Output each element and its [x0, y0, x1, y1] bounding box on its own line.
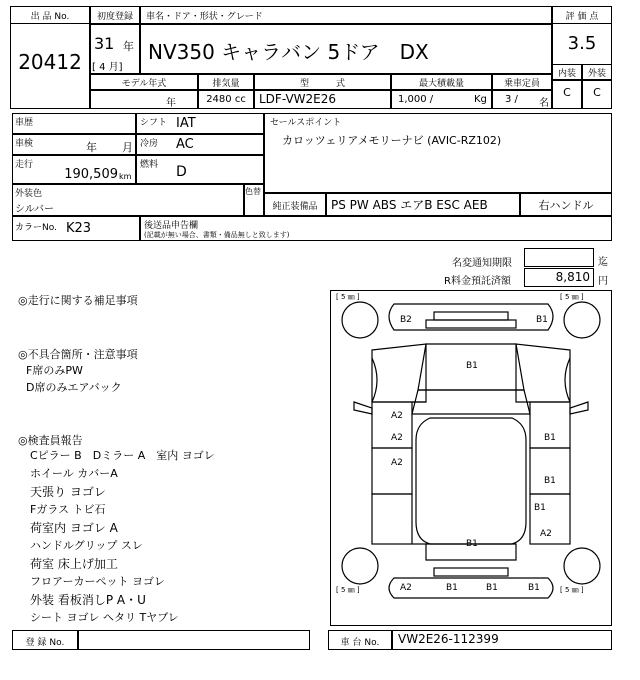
- damage-mark: B1: [466, 361, 478, 371]
- inspector-item: 荷室内 ヨゴレ A: [30, 521, 118, 535]
- left-side-mid: [372, 448, 412, 494]
- model-label: 型 式: [299, 79, 345, 89]
- ac-value: AC: [176, 137, 194, 152]
- front-grille: [434, 312, 508, 320]
- roof: [416, 418, 526, 544]
- inspection-year-unit: 年: [86, 141, 97, 154]
- capacity-unit: 名: [539, 98, 549, 109]
- inspector-item: Cピラー B Dミラー A 室内 ヨゴレ: [30, 449, 215, 462]
- front-bumper: [389, 304, 553, 330]
- eval-score: 3.5: [567, 33, 597, 54]
- body-front-left: [372, 344, 426, 402]
- mirror-right: [570, 402, 588, 414]
- tire-tread-br: [ 5 ㎜ ]: [560, 586, 584, 594]
- tire-rear-left: [342, 548, 378, 584]
- repaint-label: 色替: [245, 187, 261, 196]
- driving-notes-title: ◎走行に関する補足事項: [18, 294, 138, 307]
- tire-front-right: [564, 302, 600, 338]
- inspection-month-unit: 月: [122, 141, 133, 154]
- recycle-amount: 8,810: [555, 270, 590, 284]
- damage-mark: A2: [391, 411, 403, 421]
- steering-value: 右ハンドル: [538, 199, 594, 212]
- ext-color-label: 外装色: [15, 189, 43, 199]
- inspector-item: 天張り ヨゴレ: [30, 485, 106, 499]
- load-label: 最大積載量: [418, 79, 464, 89]
- displacement-label: 排気量: [212, 79, 240, 89]
- after-report-note: (記載が無い場合、書類・備品無しと致します): [144, 231, 290, 239]
- inspector-item: ホイール カバーA: [30, 467, 118, 480]
- equipment-value: PS PW ABS エアB ESC AEB: [331, 198, 488, 212]
- body-front-right: [516, 344, 570, 402]
- damage-mark: A2: [400, 583, 412, 593]
- name-label: 車名・ドア・形状・グレード: [146, 12, 263, 22]
- recycle-label: R料金預託済額: [444, 276, 511, 287]
- model-code: LDF-VW2E26: [259, 92, 337, 106]
- shift-label: シフト: [140, 118, 168, 128]
- right-side-mid: [530, 448, 570, 494]
- inspector-item: シート ヨゴレ ヘタリ Tヤブレ: [30, 611, 179, 624]
- left-side-rear: [372, 494, 412, 544]
- history-label: 車歴: [15, 118, 34, 128]
- damage-mark: B1: [446, 583, 458, 593]
- damage-mark: A2: [540, 529, 552, 539]
- damage-mark: B1: [534, 503, 546, 513]
- tire-tread-bl: [ 5 ㎜ ]: [336, 586, 360, 594]
- first-reg-label: 初度登録: [96, 12, 133, 22]
- displacement: 2480 cc: [206, 94, 246, 105]
- recycle-unit: 円: [598, 276, 608, 287]
- sales-point-text: カロッツェリアメモリーナビ (AVIC-RZ102): [282, 134, 502, 147]
- car-damage-diagram: [330, 290, 612, 626]
- eval-label: 評 価 点: [565, 12, 599, 22]
- reg-value-cell: [78, 630, 310, 650]
- color-no-value: K23: [66, 221, 92, 236]
- damage-mark: B1: [466, 539, 478, 549]
- capacity: 3 /: [505, 94, 518, 105]
- ext-color-value: シルバー: [15, 204, 55, 215]
- fuel-label: 燃料: [140, 160, 159, 170]
- damage-mark: B2: [400, 315, 412, 325]
- after-report-label: 後送品申告欄: [144, 221, 199, 231]
- interior-grade: C: [563, 86, 571, 99]
- tire-rear-right: [564, 548, 600, 584]
- mileage-label: 走行: [15, 160, 34, 170]
- first-reg-year-unit: 年: [123, 40, 134, 53]
- defect-item: D席のみエアバック: [26, 381, 122, 394]
- exterior-label: 外装: [587, 69, 606, 79]
- lot-number: 20412: [18, 50, 82, 74]
- damage-mark: B1: [536, 315, 548, 325]
- sales-point-label: セールスポイント: [270, 118, 342, 128]
- model-year-cell: [90, 90, 198, 109]
- shift-value: IAT: [176, 116, 196, 131]
- inspector-item: フロアーカーペット ヨゴレ: [30, 575, 165, 588]
- tire-front-left: [342, 302, 378, 338]
- tire-tread-tl: [ 5 ㎜ ]: [336, 293, 360, 301]
- equipment-label: 純正装備品: [272, 202, 318, 212]
- defects-title: ◎不具合箇所・注意事項: [18, 348, 138, 361]
- chassis-label: 車 台 No.: [340, 638, 380, 648]
- inspector-item: Fガラス トビ石: [30, 503, 106, 516]
- interior-label: 内装: [557, 69, 576, 79]
- inspector-title: ◎検査員報告: [18, 434, 83, 447]
- tire-tread-tr: [ 5 ㎜ ]: [560, 293, 584, 301]
- fender-right: [565, 358, 570, 402]
- name-change-unit: 迄: [598, 257, 608, 268]
- car-name: NV350 キャラバン 5ドア DX: [148, 40, 429, 64]
- front-panel: [426, 320, 516, 328]
- model-year-label: モデル年式: [121, 79, 167, 89]
- load-value: 1,000 /: [398, 94, 434, 105]
- load-unit: Kg: [474, 94, 487, 105]
- first-reg-year: 31: [94, 34, 115, 53]
- fuel-value: D: [176, 164, 187, 180]
- damage-mark: A2: [391, 433, 403, 443]
- inspection-label: 車検: [15, 139, 34, 149]
- capacity-label: 乗車定員: [503, 79, 540, 89]
- damage-mark: B1: [544, 433, 556, 443]
- mirror-left: [354, 402, 372, 414]
- mileage-unit: km: [119, 172, 132, 181]
- name-change-label: 名変通知期限: [452, 258, 512, 269]
- damage-mark: B1: [544, 476, 556, 486]
- damage-mark: B1: [486, 583, 498, 593]
- name-change-box: [524, 248, 594, 267]
- windshield: [412, 390, 530, 414]
- inspector-item: ハンドルグリップ スレ: [30, 539, 143, 552]
- defect-item: F席のみPW: [26, 364, 83, 377]
- reg-label: 登 録 No.: [25, 638, 65, 648]
- lot-label: 出 品 No.: [30, 12, 70, 22]
- inspector-item: 外装 看板消しP A・U: [30, 593, 146, 607]
- ac-label: 冷房: [140, 139, 159, 149]
- chassis-number: VW2E26-112399: [398, 632, 499, 646]
- first-reg-month: [ 4 月]: [92, 62, 123, 73]
- color-no-label: カラーNo.: [15, 223, 57, 233]
- model-year-unit: 年: [166, 98, 176, 109]
- fender-left: [372, 358, 377, 402]
- mileage-value: 190,509: [64, 167, 118, 182]
- exterior-grade: C: [593, 86, 601, 99]
- damage-mark: B1: [528, 583, 540, 593]
- inspector-item: 荷室 床上げ加工: [30, 557, 118, 571]
- damage-mark: A2: [391, 458, 403, 468]
